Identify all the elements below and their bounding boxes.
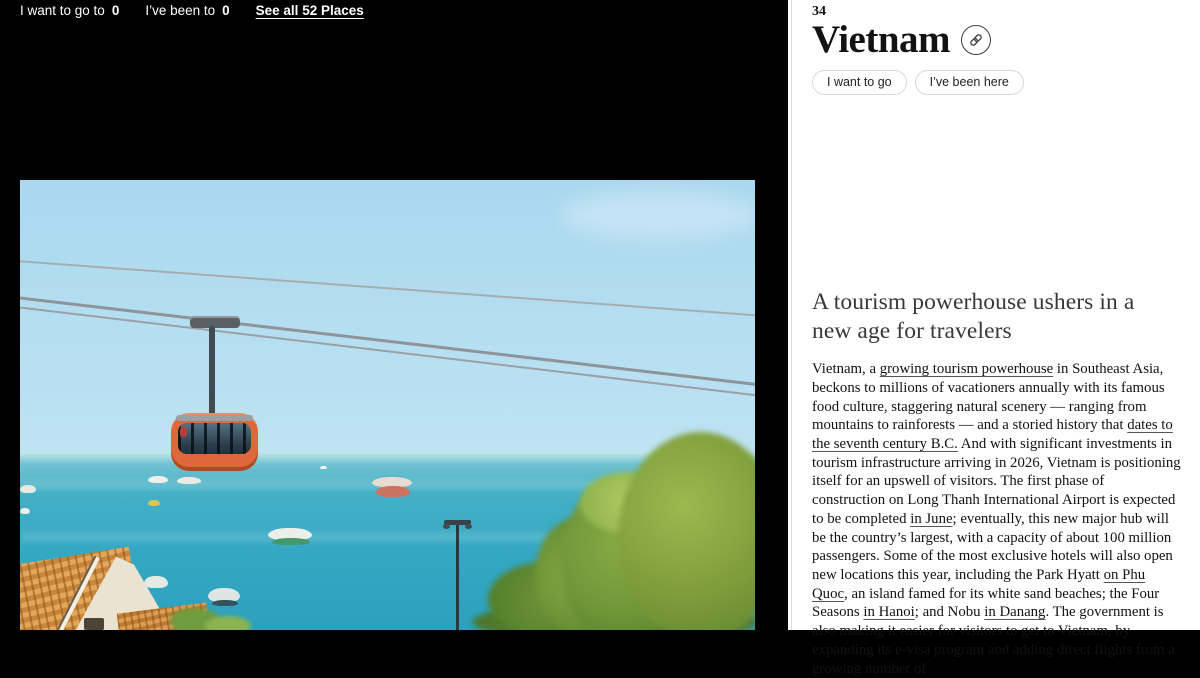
destination-photo bbox=[20, 180, 755, 630]
see-all-places-link[interactable]: See all 52 Places bbox=[255, 3, 364, 18]
been-to-count: 0 bbox=[222, 3, 230, 18]
article-text: . The government is also making it easier for visitors to get to Vietnam, by expanding its e-visa program and adding direct flights from a growing number of bbox=[812, 604, 1175, 677]
boat bbox=[320, 466, 327, 469]
cable-clamp bbox=[190, 316, 240, 328]
article-body bbox=[812, 360, 1181, 678]
panel-divider bbox=[791, 0, 792, 630]
boat bbox=[20, 485, 36, 493]
place-title: Vietnam bbox=[812, 18, 951, 61]
building-window bbox=[84, 618, 104, 630]
article-text: ; eventually, this new major hub will be the country’s largest, with a capacity of about 100 million passengers. Some of the most exclusive hotels will also open new locations this year, including the Park Hyatt bbox=[812, 510, 1173, 583]
boat bbox=[148, 476, 168, 483]
boat bbox=[177, 477, 201, 484]
gondola-passenger bbox=[180, 427, 187, 437]
article-inline-link[interactable]: dates to the seventh century B.C. bbox=[812, 417, 1173, 453]
article-text: , an island famed for its white sand beaches; the Four Seasons bbox=[812, 585, 1160, 621]
article-text: And with significant investments in tourism infrastructure arriving in 2026, Vietnam is positioning itself for an upswell of visitors. The first phase of construction on Long Thanh International Airport is expected to be completed bbox=[812, 436, 1181, 527]
place-number: 34 bbox=[812, 4, 826, 19]
share-link-icon[interactable] bbox=[961, 25, 991, 55]
gondola-roof bbox=[176, 415, 253, 421]
boat bbox=[272, 538, 310, 545]
cable-line bbox=[20, 296, 755, 388]
want-to-go-count: 0 bbox=[111, 3, 120, 18]
boat bbox=[376, 486, 410, 497]
article-inline-link[interactable]: on Phu Quoc bbox=[812, 566, 1146, 602]
boat bbox=[144, 576, 168, 588]
been-here-button[interactable]: I’ve been here bbox=[915, 70, 1024, 95]
cloud bbox=[560, 190, 755, 240]
gondola-windows bbox=[178, 423, 251, 454]
article-inline-link[interactable]: growing tourism powerhouse bbox=[879, 361, 1054, 378]
cable-car-gondola bbox=[171, 413, 258, 471]
article-headline: A tourism powerhouse ushers in a new age for travelers bbox=[812, 289, 1135, 345]
article-inline-link[interactable]: in June bbox=[910, 510, 953, 527]
gondola-hanger-arm bbox=[209, 326, 215, 418]
article-inline-link[interactable]: in Danang bbox=[984, 604, 1046, 621]
lamppost-head bbox=[444, 520, 471, 525]
palm-frond bbox=[205, 616, 251, 630]
boat bbox=[20, 508, 30, 514]
been-to-label: I’ve been to bbox=[145, 3, 216, 18]
article-inline-link[interactable]: in Hanoi bbox=[863, 604, 915, 621]
boat bbox=[212, 600, 238, 606]
article-text: ; and Nobu bbox=[914, 604, 985, 621]
want-to-go-counter[interactable] bbox=[20, 3, 119, 18]
cable-line bbox=[20, 306, 755, 398]
top-counts-bar bbox=[20, 3, 364, 18]
been-to-counter[interactable] bbox=[145, 3, 229, 18]
boat bbox=[148, 500, 160, 506]
lamppost bbox=[456, 525, 459, 630]
want-to-go-button[interactable]: I want to go bbox=[812, 70, 907, 95]
article-text: in Southeast Asia, beckons to millions of vacationers annually with its famous food culture, staggering natural scenery — ranging from mountains to rainforests — and a storied history that bbox=[812, 361, 1165, 434]
want-to-go-label: I want to go to bbox=[20, 3, 105, 18]
article-panel bbox=[788, 0, 1200, 677]
article-text: Vietnam, a bbox=[812, 361, 880, 378]
